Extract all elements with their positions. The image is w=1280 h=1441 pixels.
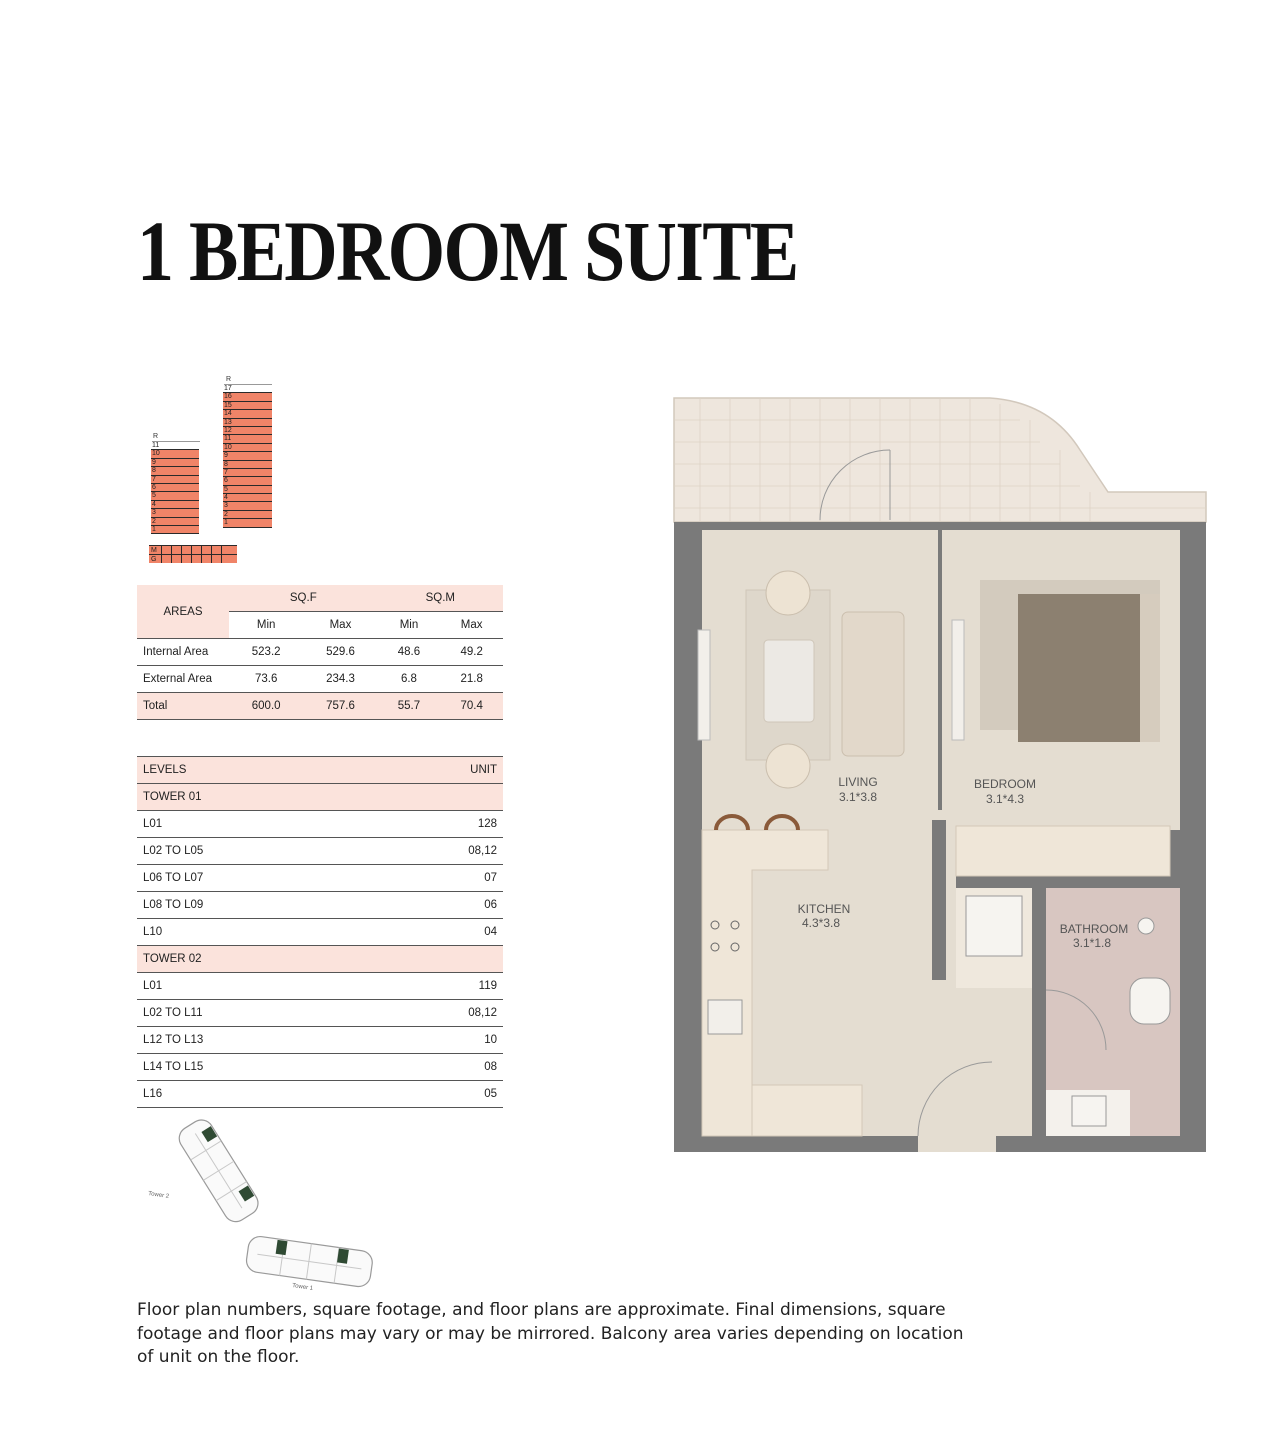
subheader-min: Min [229,612,303,639]
tower-level-label: 9 [224,452,228,460]
tower-01-label: TOWER 01 [137,784,503,811]
table-row [137,1027,503,1054]
unit-cell: 05 [371,1081,503,1108]
cell: 49.2 [440,639,503,666]
sqf-header: SQ.F [229,585,378,612]
tower-level-row [151,509,199,517]
tower-level-row [223,444,272,452]
level-cell: L16 [137,1081,371,1108]
unit-cell: 119 [371,973,503,1000]
tower-level-row [223,393,272,401]
tower-level-label: 12 [224,426,232,434]
unit-cell: 08 [371,1054,503,1081]
row-label: Internal Area [137,639,229,666]
cell: 600.0 [229,693,303,720]
tv-unit [698,630,710,740]
armchair [766,744,810,788]
kitchen-cabinet [752,1085,862,1136]
tower-level-row [223,519,272,527]
table-row [137,973,503,1000]
unit-cell: 07 [371,865,503,892]
tower-1-label: Tower 1 [291,1283,314,1292]
tower-level-label: 15 [224,401,232,409]
unit-header: UNIT [371,757,503,784]
coffee-table [764,640,814,722]
level-cell: L01 [137,973,371,1000]
subheader-max: Max [303,612,377,639]
level-cell: L02 TO L05 [137,838,371,865]
tower-level-label: 6 [224,477,228,485]
tower-level-row [223,494,272,502]
unit-cell: 08,12 [371,1000,503,1027]
tower-left-stack [151,442,199,534]
table-row [137,1000,503,1027]
tower-left-roof-label: R [153,433,159,440]
kitchen-dims: 4.3*3.8 [801,916,841,930]
unit-cell: 08,12 [371,838,503,865]
tower-level-label: 3 [224,502,228,510]
tower-level-label: 11 [224,435,232,443]
wardrobe [956,826,1170,876]
podium-level-label: G [151,556,157,563]
tower-level-label: 14 [224,410,232,418]
tower-2-label: Tower 2 [147,1191,170,1200]
table-row [137,865,503,892]
tower-level-label: 7 [224,468,228,476]
tower-level-row [151,484,199,492]
tower-level-label: 13 [224,418,232,426]
tower-level-label: 3 [152,509,156,517]
unit-marker [337,1249,349,1264]
floor-plan [660,390,1220,1170]
level-cell: L02 TO L11 [137,1000,371,1027]
tower-levels-diagram [148,372,278,568]
tower-level-label: 16 [224,393,232,401]
unit-cell: 10 [371,1027,503,1054]
living-dims: 3.1*3.8 [838,790,878,804]
table-row [137,1054,503,1081]
bathroom-sink [1072,1096,1106,1126]
areas-header: AREAS [137,585,229,639]
site-key-plan [140,1115,390,1295]
sofa [842,612,904,756]
cell: 757.6 [303,693,377,720]
tower-level-row [223,385,272,393]
table-row [137,838,503,865]
tower-level-label: 6 [152,483,156,491]
table-row-total [137,693,503,720]
tower-right-roof-label: R [226,376,232,383]
tower-level-row [151,526,199,534]
table-row [137,666,503,693]
tower-level-row [151,450,199,458]
armchair [766,571,810,615]
tower-level-row [223,461,272,469]
tower-level-label: 10 [152,450,160,458]
tower-level-row [151,467,199,475]
tower-level-row [223,435,272,443]
table-row [137,919,503,946]
tower-1-outline [245,1235,374,1288]
page-title: 1 BEDROOM SUITE [137,203,798,299]
tower-level-row [151,459,199,467]
unit-cell: 04 [371,919,503,946]
level-cell: L14 TO L15 [137,1054,371,1081]
podium-level-row [149,545,237,554]
cell: 48.6 [378,639,441,666]
washing-machine [966,896,1022,956]
levels-table [137,756,503,1108]
tower-level-label: 8 [152,467,156,475]
areas-table [137,585,503,720]
tower-level-row [223,452,272,460]
bedroom-tv-unit [952,620,964,740]
sqm-header: SQ.M [378,585,503,612]
cell: 234.3 [303,666,377,693]
tower-level-row [151,501,199,509]
tower-level-row [223,410,272,418]
tower-level-row [223,419,272,427]
row-label: Total [137,693,229,720]
cell: 6.8 [378,666,441,693]
tower-level-label: 17 [224,385,232,392]
tower-level-label: 5 [224,485,228,493]
shower-head [1138,918,1154,934]
tower-level-row [223,511,272,519]
tower-2-outline [175,1115,263,1226]
toilet [1130,978,1170,1024]
subheader-min: Min [378,612,441,639]
podium-level-row [149,554,237,563]
tower-level-label: 2 [152,517,156,525]
table-row [137,639,503,666]
tower-level-row [151,518,199,526]
tower-right-stack [223,385,272,528]
row-label: External Area [137,666,229,693]
cell: 70.4 [440,693,503,720]
tower-level-label: 9 [152,458,156,466]
level-cell: L06 TO L07 [137,865,371,892]
podium-level-label: M [151,547,157,554]
unit-cell: 128 [371,811,503,838]
level-cell: L08 TO L09 [137,892,371,919]
tower-level-row [223,502,272,510]
tower-level-label: 5 [152,492,156,500]
levels-header: LEVELS [137,757,371,784]
tower-level-row [223,486,272,494]
table-row [137,1081,503,1108]
level-cell: L12 TO L13 [137,1027,371,1054]
cell: 21.8 [440,666,503,693]
bathroom-dims: 3.1*1.8 [1072,936,1112,950]
table-row [137,892,503,919]
tower-level-row [151,476,199,484]
unit-marker [276,1240,288,1255]
tower-level-label: 4 [224,494,228,502]
tower-level-label: 1 [152,525,156,533]
level-cell: L10 [137,919,371,946]
tower-level-label: 10 [224,443,232,451]
cell: 523.2 [229,639,303,666]
tower-level-row [223,477,272,485]
disclaimer-text: Floor plan numbers, square footage, and floor plans are approximate. Final dimensions, square footage and floor plans may vary or may be mirrored. Balcony area varies depending on location of unit on the floor. [137,1300,964,1367]
tower-level-label: 2 [224,510,228,518]
kitchen-sink [708,1000,742,1034]
level-cell: L01 [137,811,371,838]
tower-level-row [223,469,272,477]
bedroom-label: BEDROOM [973,777,1037,791]
tower-level-row [151,442,199,450]
podium-levels [149,545,237,563]
table-row [137,811,503,838]
cell: 73.6 [229,666,303,693]
tower-level-label: 4 [152,500,156,508]
tower-level-row [151,492,199,500]
unit-cell: 06 [371,892,503,919]
cell: 529.6 [303,639,377,666]
subheader-max: Max [440,612,503,639]
bedroom-dims: 3.1*4.3 [985,792,1025,806]
tower-level-label: 7 [152,475,156,483]
tower-level-row [223,402,272,410]
kitchen-label: KITCHEN [797,902,851,916]
tower-level-row [223,427,272,435]
tower-level-label: 1 [224,519,228,527]
bathroom-label: BATHROOM [1059,922,1129,936]
tower-level-label: 11 [152,442,160,449]
cell: 55.7 [378,693,441,720]
tower-level-label: 8 [224,460,228,468]
bed [1018,594,1160,742]
living-label: LIVING [838,775,878,789]
tower-02-label: TOWER 02 [137,946,503,973]
